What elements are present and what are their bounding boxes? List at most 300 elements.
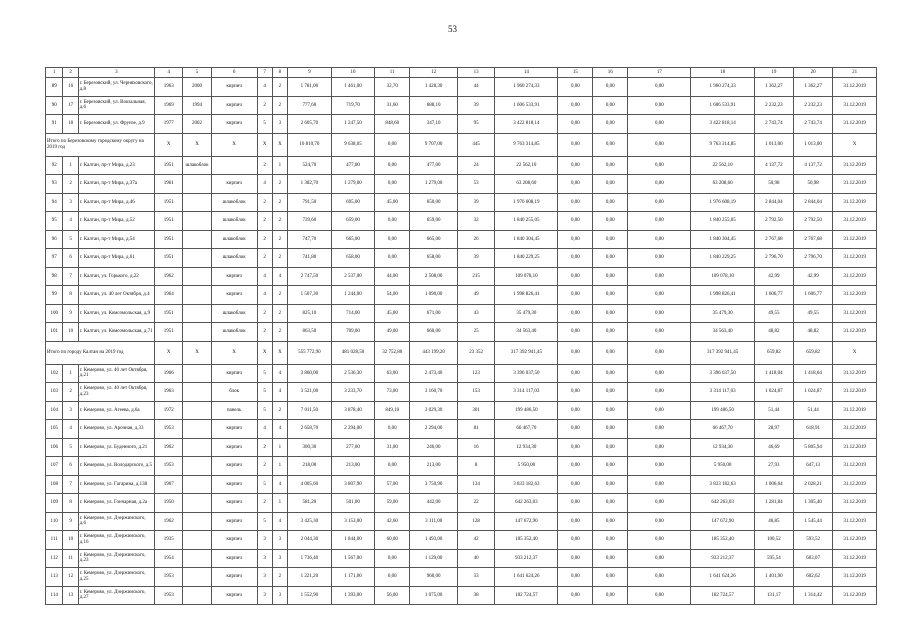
table-cell: 848,60	[375, 115, 410, 134]
table-cell: 2	[272, 304, 287, 323]
table-cell: 0,00	[375, 568, 410, 587]
table-cell: 63 208,60	[495, 175, 558, 194]
table-cell: 0,00	[628, 549, 691, 568]
table-row	[46, 586, 877, 605]
table-row	[46, 401, 877, 420]
table-cell: 791,50	[288, 193, 332, 212]
table-cell: 2	[272, 249, 287, 268]
address-cell: г. Калтан, пр-т Мира, д.61	[78, 249, 154, 268]
table-cell: 1 221,20	[288, 568, 332, 587]
table-cell: 1 418,04	[793, 364, 832, 383]
table-cell: 0,00	[593, 156, 628, 175]
table-cell: 0,00	[628, 115, 691, 134]
table-cell: 0,00	[558, 175, 593, 194]
table-cell: кирпич	[211, 549, 257, 568]
table-cell: 48,82	[754, 323, 793, 342]
table-cell: 49	[458, 286, 495, 305]
total-label-cell: Итого по городу Калтан на 2019 год	[46, 341, 155, 364]
table-cell: 0,00	[628, 175, 691, 194]
total-value-cell: X	[155, 341, 183, 364]
table-cell: 0,00	[628, 230, 691, 249]
table-cell: 0,00	[628, 193, 691, 212]
table-cell: 2 743,74	[754, 115, 793, 134]
table-cell: кирпич	[211, 531, 257, 550]
address-cell: г. Кемерово, ул. Дзержинского, д.6	[78, 512, 154, 531]
table-cell: 42	[458, 531, 495, 550]
table-cell: 49,00	[375, 323, 410, 342]
table-cell: 2 232,23	[754, 96, 793, 115]
table-cell: 1	[272, 438, 287, 457]
table-cell: 4	[63, 420, 78, 439]
table-cell: 2000	[183, 78, 211, 97]
table-cell: 32,70	[375, 78, 410, 97]
table-cell: 0,00	[375, 212, 410, 231]
column-number-cell: 13	[458, 68, 495, 78]
table-cell: 1 362,27	[754, 78, 793, 97]
table-cell: 31.12.2019	[833, 586, 877, 605]
table-cell: кирпич	[211, 457, 257, 476]
table-cell: 2	[272, 323, 287, 342]
table-cell: 39	[458, 96, 495, 115]
table-cell: 658,00	[331, 249, 375, 268]
table-cell: 0,00	[628, 304, 691, 323]
table-cell: 2	[272, 230, 287, 249]
table-cell: 0,00	[628, 286, 691, 305]
table-cell: 100	[46, 304, 63, 323]
address-cell: г. Калтан, ул. Горького, д.22	[78, 267, 154, 286]
table-cell: 3 833 182,63	[691, 475, 754, 494]
table-cell: 182 724,57	[691, 586, 754, 605]
table-cell: 3	[63, 401, 78, 420]
table-cell: 46,85	[754, 512, 793, 531]
table-cell: 66 467,70	[495, 420, 558, 439]
column-number-cell: 20	[793, 68, 832, 78]
table-cell: 8	[458, 457, 495, 476]
table-cell: 31.12.2019	[833, 286, 877, 305]
table-cell: 38	[458, 586, 495, 605]
table-cell: 0,00	[375, 175, 410, 194]
table-cell: 31.12.2019	[833, 193, 877, 212]
table-cell: 1 418,04	[754, 364, 793, 383]
table-cell: 3 160,70	[410, 383, 458, 402]
table-cell: 2 044,30	[288, 531, 332, 550]
table-cell: 2	[257, 304, 272, 323]
table-cell: 215	[458, 267, 495, 286]
table-cell: 714,00	[331, 304, 375, 323]
table-cell: 1 840 255,05	[495, 212, 558, 231]
table-cell: 3 314 117,03	[495, 383, 558, 402]
table-cell: 31.12.2019	[833, 230, 877, 249]
table-cell: 2 796,70	[754, 249, 793, 268]
table-row	[46, 512, 877, 531]
table-cell: 1 247,50	[331, 115, 375, 134]
total-value-cell: X	[211, 341, 257, 364]
table-cell: 98	[46, 267, 63, 286]
table-cell: 1 545,44	[793, 512, 832, 531]
total-value-cell: 0,00	[628, 133, 691, 156]
table-cell: 659,00	[410, 212, 458, 231]
table-cell: 1 428,30	[410, 78, 458, 97]
table-cell: 658,00	[410, 249, 458, 268]
table-cell: 4	[257, 267, 272, 286]
table-cell: 0,00	[593, 212, 628, 231]
table-cell: 2 767,68	[793, 230, 832, 249]
table-cell: 1 567,00	[331, 549, 375, 568]
table-cell: 42,60	[375, 512, 410, 531]
table-cell: 0,00	[375, 549, 410, 568]
table-cell: 5	[257, 383, 272, 402]
table-cell: 0,00	[558, 193, 593, 212]
table-cell: 0,00	[593, 383, 628, 402]
table-cell: 695,00	[331, 193, 375, 212]
table-cell: 0,00	[593, 494, 628, 513]
table-cell	[211, 156, 257, 175]
total-value-cell: 0,00	[558, 341, 593, 364]
table-cell: 477,00	[331, 156, 375, 175]
table-cell: 642 263,03	[495, 494, 558, 513]
table-cell: 31.12.2019	[833, 96, 877, 115]
table-cell: 46,69	[754, 438, 793, 457]
table-cell: 0,00	[628, 267, 691, 286]
table-cell: 0,00	[593, 115, 628, 134]
table-cell: 25	[458, 323, 495, 342]
table-cell: 6	[63, 249, 78, 268]
address-cell: г. Калтан, ул. Комсомольская, д.71	[78, 323, 154, 342]
table-cell: 10	[63, 323, 78, 342]
table-cell: 22 562,10	[495, 156, 558, 175]
table-cell: 1951	[155, 193, 183, 212]
table-cell: 347,10	[410, 115, 458, 134]
table-cell: 2 844,04	[793, 193, 832, 212]
table-cell: 44	[458, 78, 495, 97]
total-value-cell: 443 199,20	[410, 341, 458, 364]
table-cell: 660,00	[410, 323, 458, 342]
total-value-cell: 0,00	[558, 133, 593, 156]
table-cell: 2	[63, 175, 78, 194]
table-cell: 8	[63, 494, 78, 513]
table-cell: 2 792,50	[793, 212, 832, 231]
table-cell: 595,54	[754, 549, 793, 568]
table-cell: 199 486,50	[691, 401, 754, 420]
table-row	[46, 420, 877, 439]
table-cell: 719,70	[331, 96, 375, 115]
table-cell: 0,00	[628, 96, 691, 115]
table-cell: 1969	[155, 96, 183, 115]
table-cell: 1 090,00	[410, 286, 458, 305]
table-cell: 1 840 229,25	[495, 249, 558, 268]
table-cell: 31.12.2019	[833, 304, 877, 323]
table-cell: 1 493,00	[410, 531, 458, 550]
table-cell: кирпич	[211, 78, 257, 97]
table-cell: 1 606,77	[793, 286, 832, 305]
table-cell: кирпич	[211, 438, 257, 457]
table-cell: 112	[46, 549, 63, 568]
table-cell: 0,00	[558, 364, 593, 383]
table-cell: 1 244,00	[331, 286, 375, 305]
column-number-cell: 18	[691, 68, 754, 78]
table-cell: 1 998 826,41	[495, 286, 558, 305]
total-value-cell: 32 752,80	[375, 341, 410, 364]
table-cell: 2	[257, 156, 272, 175]
table-cell: 3 860,00	[288, 364, 332, 383]
table-cell	[183, 267, 211, 286]
table-cell: 35 479,30	[495, 304, 558, 323]
table-cell: 109	[46, 494, 63, 513]
table-cell: 100,52	[754, 531, 793, 550]
table-cell: 5	[257, 364, 272, 383]
table-cell: 56,00	[375, 586, 410, 605]
table-cell: 1 314,42	[793, 586, 832, 605]
total-value-cell: 9 763 314,85	[691, 133, 754, 156]
table-cell: 4	[257, 175, 272, 194]
table-cell: 185 352,40	[495, 531, 558, 550]
table-cell: 1 976 608,19	[691, 193, 754, 212]
table-cell: 0,00	[558, 249, 593, 268]
table-cell: 42,99	[754, 267, 793, 286]
table-cell: 91	[46, 115, 63, 134]
table-cell: 1953	[155, 457, 183, 476]
table-cell: 17	[63, 96, 78, 115]
table-cell	[183, 364, 211, 383]
table-cell: 110	[46, 512, 63, 531]
table-cell	[183, 286, 211, 305]
table-cell	[183, 494, 211, 513]
table-cell: шлакоблок	[211, 230, 257, 249]
total-value-cell: 0,00	[593, 341, 628, 364]
total-value-cell: 10 810,70	[288, 133, 332, 156]
table-cell	[183, 475, 211, 494]
table-cell: 31.12.2019	[833, 475, 877, 494]
table-cell	[183, 531, 211, 550]
table-cell: 0,00	[628, 457, 691, 476]
total-value-cell: 317 392 941,45	[691, 341, 754, 364]
table-cell: 2 536,30	[331, 364, 375, 383]
table-cell: 4	[272, 512, 287, 531]
column-number-cell: 7	[257, 68, 272, 78]
table-cell: 3 833 182,63	[495, 475, 558, 494]
table-cell: 1 552,90	[288, 586, 332, 605]
table-cell: 34 563,40	[495, 323, 558, 342]
table-cell: 1951	[155, 249, 183, 268]
table-cell: кирпич	[211, 512, 257, 531]
table-cell: 103	[46, 383, 63, 402]
table-cell: 97	[46, 249, 63, 268]
table-cell: 12 934,30	[691, 438, 754, 457]
table-cell: 642 263,03	[691, 494, 754, 513]
table-cell: 0,00	[558, 212, 593, 231]
table-cell: 153	[458, 383, 495, 402]
table-cell: 2 028,21	[793, 475, 832, 494]
table-cell: 0,00	[593, 420, 628, 439]
table-cell: 1	[63, 156, 78, 175]
table-cell: 1 507,30	[288, 286, 332, 305]
table-cell: 31.12.2019	[833, 420, 877, 439]
table-cell: 747,70	[288, 230, 332, 249]
table-cell: 849,10	[375, 401, 410, 420]
address-cell: г. Кемерово, ул. Арочная, д.33	[78, 420, 154, 439]
table-cell: 63 208,60	[691, 175, 754, 194]
address-cell: г. Березовский, ул. Вокзальная, д.6	[78, 96, 154, 115]
total-value-cell: 555 772,90	[288, 341, 332, 364]
table-cell: 40	[458, 549, 495, 568]
table-cell	[183, 175, 211, 194]
total-label-cell: Итого по Березовскому городскому округу на 2019 год	[46, 133, 155, 156]
table-row	[46, 475, 877, 494]
table-cell: 0,00	[375, 457, 410, 476]
table-cell: 739,60	[288, 212, 332, 231]
table-cell	[183, 304, 211, 323]
table-cell: 1953	[155, 586, 183, 605]
table-cell: 95	[46, 212, 63, 231]
table-cell: 7	[63, 475, 78, 494]
column-number-cell: 11	[375, 68, 410, 78]
table-cell: 442,00	[410, 494, 458, 513]
table-row	[46, 323, 877, 342]
table-cell: 1 362,27	[793, 78, 832, 97]
table-cell: 960,00	[410, 568, 458, 587]
table-cell: 618,91	[793, 420, 832, 439]
table-cell: 3	[257, 531, 272, 550]
table-cell: кирпич	[211, 568, 257, 587]
column-number-cell: 16	[593, 68, 628, 78]
table-cell: 665,00	[410, 230, 458, 249]
table-row	[46, 304, 877, 323]
table-cell: 45,00	[375, 304, 410, 323]
table-cell: 3	[272, 586, 287, 605]
table-cell: 4 005,60	[288, 475, 332, 494]
table-cell: 1963	[155, 78, 183, 97]
table-cell	[183, 401, 211, 420]
table-cell: 0,00	[628, 383, 691, 402]
address-cell: г. Березовский, ул. Фрунзе, д.9	[78, 115, 154, 134]
table-cell: 2	[272, 401, 287, 420]
table-cell: 31.12.2019	[833, 156, 877, 175]
table-cell: 1 840 304,45	[691, 230, 754, 249]
table-cell: 2	[257, 438, 272, 457]
column-number-cell: 6	[211, 68, 257, 78]
table-cell: 0,00	[558, 78, 593, 97]
table-cell: 1 840 229,25	[691, 249, 754, 268]
address-cell: г. Кемерово, ул. 40 лет Октября, д.23	[78, 383, 154, 402]
total-value-cell: 0,00	[628, 341, 691, 364]
housing-registry-table	[45, 67, 877, 605]
table-cell: 95	[458, 115, 495, 134]
table-cell: 1 641 624,26	[691, 568, 754, 587]
table-cell: 66 467,70	[691, 420, 754, 439]
table-row	[46, 267, 877, 286]
table-cell: 1 960 274,33	[495, 78, 558, 97]
table-cell: 2 658,70	[288, 420, 332, 439]
total-value-cell: X	[833, 341, 877, 364]
table-cell: 1	[272, 156, 287, 175]
table-cell: 131,17	[754, 586, 793, 605]
table-cell: 647,13	[793, 457, 832, 476]
address-cell: г. Калтан, ул. 40 лет Октября, д.4	[78, 286, 154, 305]
table-cell: 33	[458, 568, 495, 587]
table-cell: 102	[46, 364, 63, 383]
total-value-cell: X	[183, 133, 211, 156]
table-cell: 0,00	[593, 267, 628, 286]
table-cell: 49,55	[793, 304, 832, 323]
total-value-cell: X	[272, 341, 287, 364]
table-cell: 31.12.2019	[833, 512, 877, 531]
table-cell: шлакоблок	[211, 249, 257, 268]
table-cell: 3	[257, 568, 272, 587]
table-cell: 31,60	[375, 96, 410, 115]
address-cell: г. Калтан, пр-т Мира, д.23	[78, 156, 154, 175]
column-number-cell: 19	[754, 68, 793, 78]
table-cell: 59,00	[375, 494, 410, 513]
table-cell: 213,00	[410, 457, 458, 476]
table-cell: 0,00	[558, 267, 593, 286]
table-cell: 45,00	[375, 193, 410, 212]
table-cell: 107	[46, 457, 63, 476]
total-value-cell: X	[183, 341, 211, 364]
table-cell: 3	[272, 115, 287, 134]
table-cell: 277,00	[331, 438, 375, 457]
table-cell: 0,00	[558, 304, 593, 323]
table-cell: 31.12.2019	[833, 249, 877, 268]
table-cell: 5 950,00	[691, 457, 754, 476]
table-cell: кирпич	[211, 175, 257, 194]
table-cell	[183, 438, 211, 457]
table-row	[46, 438, 877, 457]
table-cell: 741,80	[288, 249, 332, 268]
table-cell: 0,00	[628, 512, 691, 531]
table-row	[46, 230, 877, 249]
table-cell: 44,00	[375, 267, 410, 286]
table-cell: 6	[63, 457, 78, 476]
table-cell: 31.12.2019	[833, 457, 877, 476]
table-cell: 4	[272, 475, 287, 494]
table-cell: 0,00	[593, 531, 628, 550]
table-cell: 101	[46, 323, 63, 342]
table-cell: 0,00	[593, 364, 628, 383]
table-cell: 0,00	[628, 249, 691, 268]
table-cell: 3 029,30	[410, 401, 458, 420]
table-cell: 0,00	[558, 156, 593, 175]
table-cell: 31.12.2019	[833, 549, 877, 568]
table-cell: 1 606 533,91	[495, 96, 558, 115]
table-cell: 3 233,70	[331, 383, 375, 402]
table-cell: 0,00	[593, 193, 628, 212]
table-cell: 1962	[155, 267, 183, 286]
table-cell: 4	[272, 420, 287, 439]
table-cell: 12 934,30	[495, 438, 558, 457]
table-cell: 0,00	[593, 286, 628, 305]
table-cell: 213,00	[331, 457, 375, 476]
table-cell: 0,00	[593, 323, 628, 342]
table-cell: 9	[63, 512, 78, 531]
table-cell: 0,00	[628, 586, 691, 605]
table-cell: 147 672,90	[495, 512, 558, 531]
table-cell	[183, 383, 211, 402]
table-cell: 1951	[155, 323, 183, 342]
table-cell: 301	[458, 401, 495, 420]
total-value-cell: 1 013,00	[754, 133, 793, 156]
table-cell: 1 998 826,41	[691, 286, 754, 305]
column-number-cell: 12	[410, 68, 458, 78]
table-cell: 1962	[155, 438, 183, 457]
table-cell: 671,00	[410, 304, 458, 323]
table-cell: 524,70	[288, 156, 332, 175]
table-cell: 650,00	[410, 193, 458, 212]
table-cell: 0,00	[628, 475, 691, 494]
address-cell: г. Калтан, пр-т Мира, д.54	[78, 230, 154, 249]
page-number: 53	[448, 24, 457, 34]
table-cell: 1 840 304,45	[495, 230, 558, 249]
table-cell: 581,20	[288, 494, 332, 513]
